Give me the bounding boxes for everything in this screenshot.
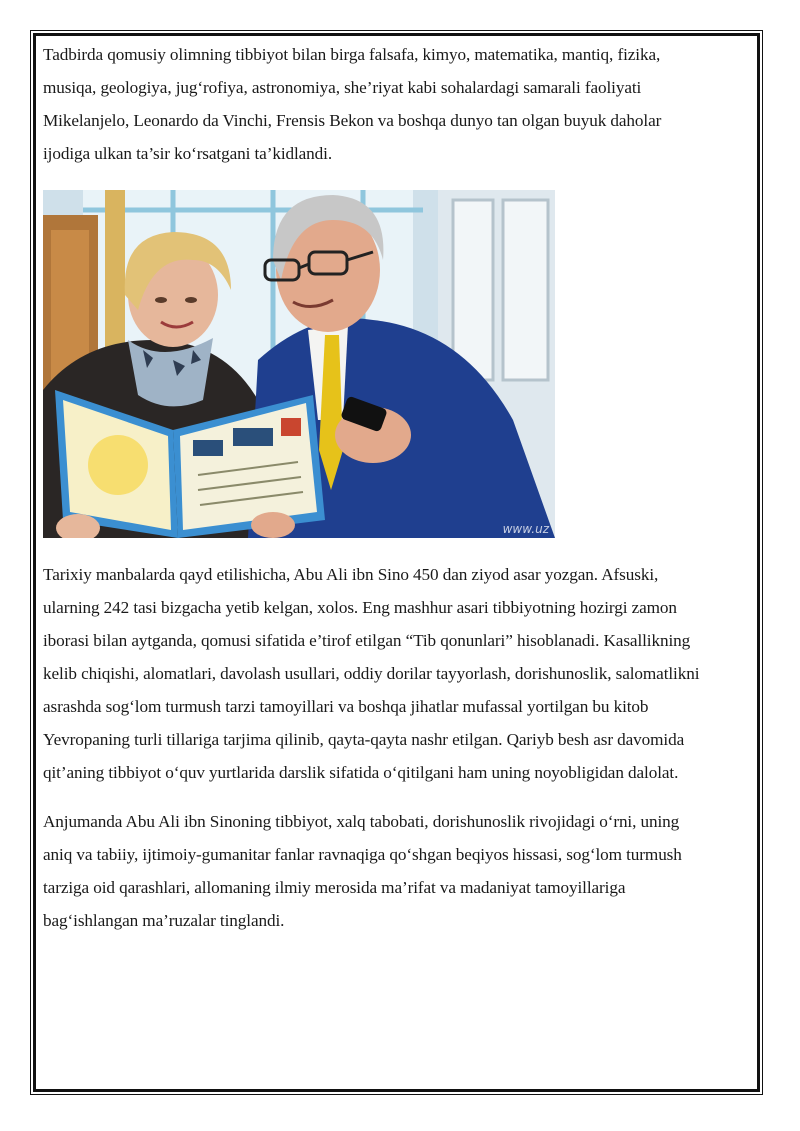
paragraph-1: Tadbirda qomusiy olimning tibbiyot bilan birga falsafa, kimyo, matematika, mantiq, fizika, musiqa, geologiya, jug‘rofiya, astronomiya, she’riyat kabi sohalardagi samarali faoliyati Mikelanjelo, Leonardo da Vinchi, Frensis Bekon va boshqa dunyo tan olgan buyuk daholar ijodiga ulkan ta’sir ko‘rsatgani ta’kidlandi. [43,45,662,163]
document-body [43,38,703,937]
photo-illustration [43,190,555,538]
photo-watermark: www.uz [502,522,549,536]
paragraph-2: Tarixiy manbalarda qayd etilishicha, Abu Ali ibn Sino 450 dan ziyod asar yozgan. Afsuski, ularning 242 tasi bizgacha yetib kelgan, xolos. Eng mashhur asari tibbiyotning hozirgi zamon iborasi bilan aytganda, qomusi sifatida e’tirof etilgan “Tib qonunlari” hisoblanadi. Kasallikning kelib chiqishi, alomatlari, davolash usullari, oddiy dorilar tayyorlash, dorishunoslik, salomatlikni asrashda sog‘lom turmush tarzi tamoyillari va boshqa jihatlar mufassal yortilgan bu kitob Yevropaning turli tillariga tarjima qilinib, qayta-qayta nashr etilgan. Qariyb besh asr davomida qit’aning tibbiyot o‘quv yurtlarida darslik sifatida o‘qitilgani ham uning noyobligidan dalolat. [43,565,700,782]
article-photo [43,190,555,538]
paragraph-3: Anjumanda Abu Ali ibn Sinoning tibbiyot, xalq tabobati, dorishunoslik rivojidagi o‘rni, uning aniq va tabiiy, ijtimoiy-gumanitar fanlar ravnaqiga qo‘shgan beqiyos hissasi, sog‘lom turmush tarziga oid qarashlari, allomaning ilmiy merosida ma’rifat va madaniyat tamoyillariga bag‘ishlangan ma’ruzalar tinglandi. [43,812,682,930]
